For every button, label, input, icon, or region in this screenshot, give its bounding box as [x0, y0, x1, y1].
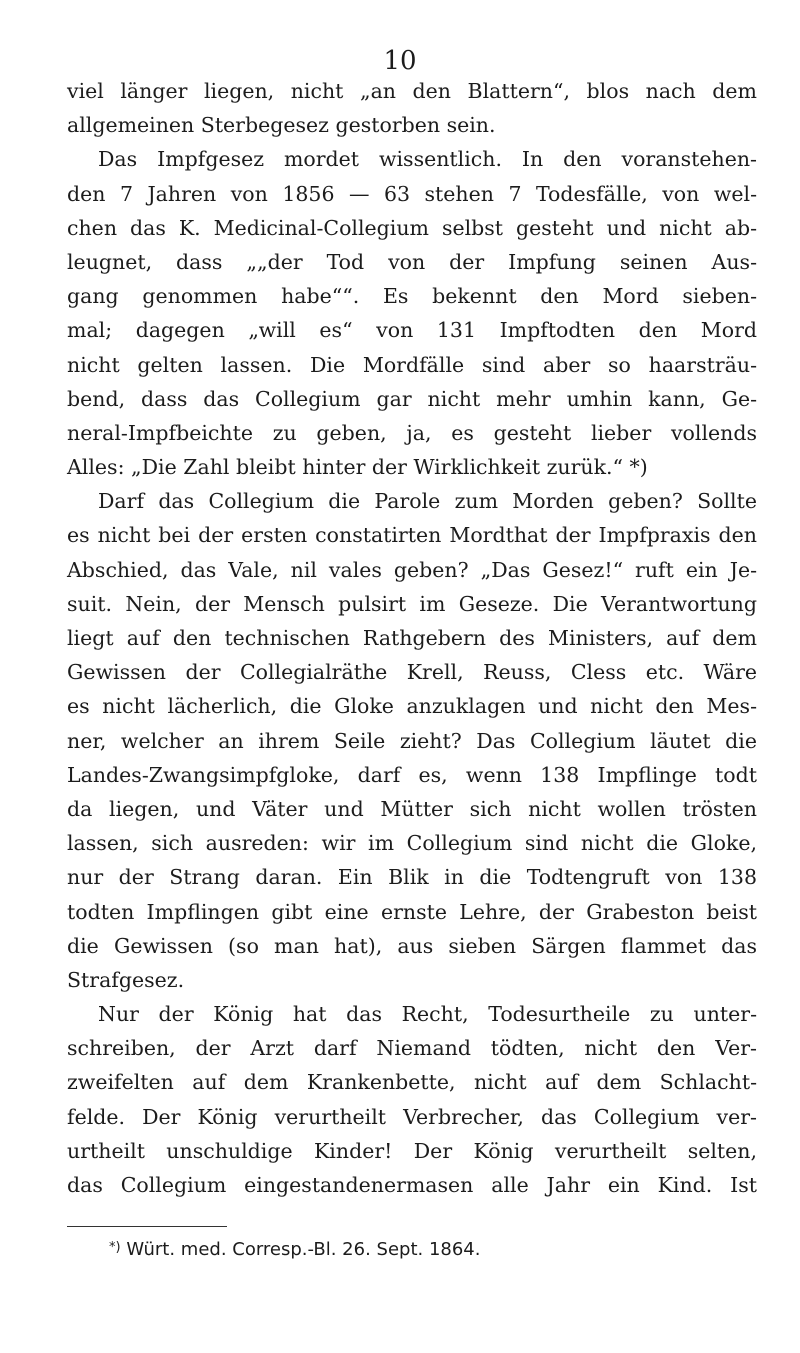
- text-line: da liegen, und Väter und Mütter sich nicht wollen trösten: [67, 796, 757, 821]
- text-line: neral-Impfbeichte zu geben, ja, es gesteht lieber vollends: [67, 420, 757, 445]
- text-line: todten Impflingen gibt eine ernste Lehre, der Grabeston beist: [67, 899, 757, 924]
- text-line: suit. Nein, der Mensch pulsirt im Geseze. Die Verantwortung: [67, 591, 757, 616]
- text-line: Strafgesez.: [67, 967, 185, 992]
- text-line: Darf das Collegium die Parole zum Morden geben? Sollte: [98, 489, 757, 514]
- footnote-text: Würt. med. Corresp.-Bl. 26. Sept. 1864.: [126, 1239, 481, 1260]
- text-line: ner, welcher an ihrem Seile zieht? Das Collegium läutet die: [67, 728, 757, 753]
- footnote-divider: [67, 1226, 227, 1227]
- text-line: chen das K. Medicinal-Collegium selbst gesteht und nicht ab-: [67, 215, 757, 240]
- text-line: den 7 Jahren von 1856 — 63 stehen 7 Todesfälle, von wel-: [67, 181, 757, 206]
- text-line: es nicht bei der ersten constatirten Mordthat der Impfpraxis den: [67, 523, 757, 548]
- text-line: urtheilt unschuldige Kinder! Der König verurtheilt selten,: [67, 1138, 757, 1163]
- text-line: die Gewissen (so man hat), aus sieben Särgen flammet das: [67, 933, 757, 958]
- text-line: liegt auf den technischen Rathgebern des Ministers, auf dem: [67, 626, 757, 650]
- text-line: viel länger liegen, nicht „an den Blattern“, blos nach dem: [67, 79, 757, 103]
- page-number: 10: [383, 46, 417, 76]
- text-line: Alles: „Die Zahl bleibt hinter der Wirklichkeit zurük.“ *): [67, 455, 648, 480]
- text-line: gang genommen habe““. Es bekennt den Mord sieben-: [67, 284, 757, 309]
- text-line: leugnet, dass „„der Tod von der Impfung seinen Aus-: [67, 249, 757, 274]
- text-line: schreiben, der Arzt darf Niemand tödten, nicht den Ver-: [67, 1036, 757, 1061]
- text-line: nicht gelten lassen. Die Mordfälle sind aber so haarsträu-: [67, 352, 757, 377]
- text-line: zweifelten auf dem Krankenbette, nicht auf dem Schlacht-: [67, 1070, 757, 1095]
- text-line: bend, dass das Collegium gar nicht mehr umhin kann, Ge-: [67, 386, 757, 411]
- text-line: Das Impfgesez mordet wissentlich. In den voranstehen-: [98, 147, 757, 172]
- text-line: Landes-Zwangsimpfgloke, darf es, wenn 138 Impflinge todt: [67, 762, 757, 787]
- text-line: es nicht lächerlich, die Gloke anzuklagen und nicht den Mes-: [67, 694, 757, 719]
- body-text: [67, 74, 757, 1202]
- text-line: nur der Strang daran. Ein Blik in die Todtengruft von 138: [67, 865, 757, 890]
- text-line: mal; dagegen „will es“ von 131 Impftodten den Mord: [67, 318, 757, 343]
- text-line: Abschied, das Vale, nil vales geben? „Das Gesez!“ ruft ein Je-: [67, 557, 757, 582]
- text-line: lassen, sich ausreden: wir im Collegium sind nicht die Gloke,: [67, 831, 757, 856]
- text-line: Gewissen der Collegialräthe Krell, Reuss, Cless etc. Wäre: [67, 660, 757, 685]
- footnote: [109, 1236, 480, 1262]
- text-line: Nur der König hat das Recht, Todesurtheile zu unter-: [98, 1002, 757, 1027]
- text-line: felde. Der König verurtheilt Verbrecher, das Collegium ver-: [67, 1104, 757, 1129]
- text-line: das Collegium eingestandenermasen alle Jahr ein Kind. Ist: [67, 1173, 757, 1197]
- text-line: allgemeinen Sterbegesez gestorben sein.: [67, 113, 496, 138]
- footnote-mark: *): [109, 1240, 121, 1255]
